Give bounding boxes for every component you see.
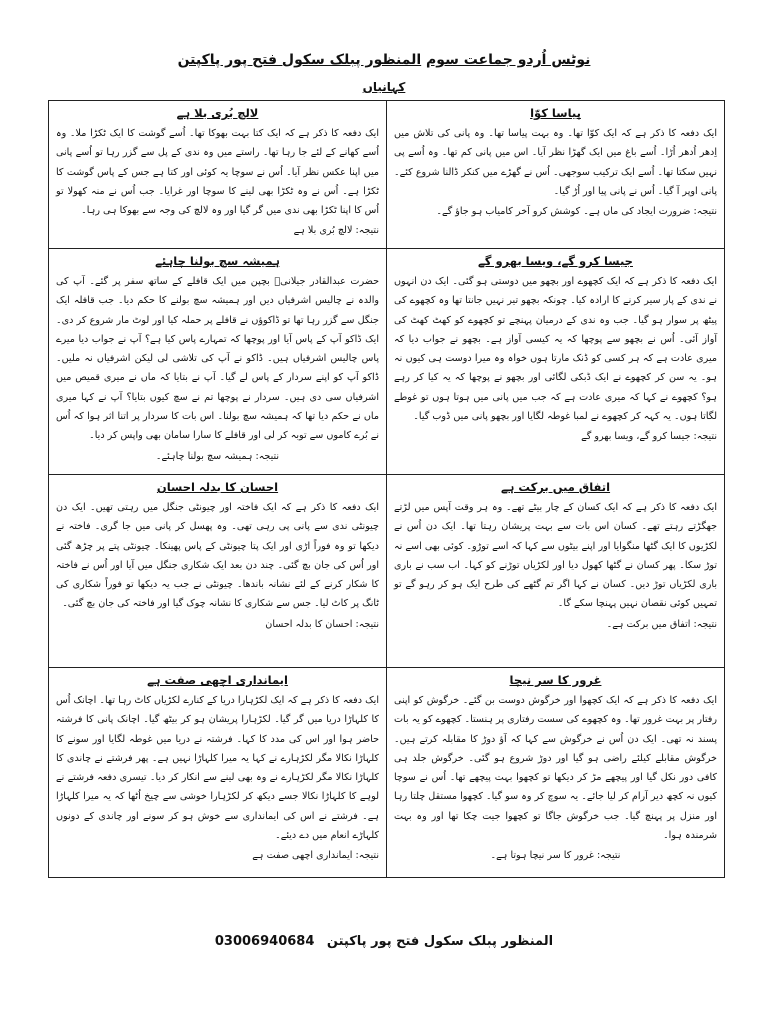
story-body: ایک دفعہ کا ذکر ہے کہ ایک فاختہ اور چیونٹی جنگل میں رہتی تھیں۔ ایک دن چیونٹی ندی سے پانی پی رہی تھی۔ وہ پھسل کر پانی میں جا گری۔ فاختہ نے دیکھا تو وہ فوراً اڑی اور ایک پتا چیونٹی کے پاس پھینکا۔ چیونٹی پتے پر چڑھ گئی اور اُس کی جان بچ گئی۔ چند دن بعد ایک شکاری جنگل میں آیا اور اُس نے فاختہ کا شکار کرنے کے لئے نشانہ باندھا۔ چیونٹی نے جب یہ دیکھا تو فوراً شکاری کی ٹانگ پر کاٹ لیا۔ جس سے شکاری کا نشانہ چوک گیا اور فاختہ کی جان بچ گئی۔ bbox=[56, 502, 379, 610]
story-moral: نتیجہ: ضرورت ایجاد کی ماں ہے۔ کوشش کرو آخر کامیاب ہو جاؤ گے۔ bbox=[436, 206, 717, 218]
title-school: المنظور پبلک سکول فتح پور پاکپتن bbox=[177, 52, 422, 68]
story-title: پیاسا کوّا bbox=[530, 106, 581, 120]
title-subject: نوٹس اُردو جماعت سوم bbox=[426, 52, 591, 68]
story-title: اتفاق میں برکت ہے bbox=[500, 480, 611, 494]
story-title: ہمیشہ سچ بولنا چاہئے bbox=[155, 254, 280, 268]
story-moral: نتیجہ: احسان کا بدلہ احسان bbox=[265, 618, 379, 630]
story-body: ایک دفعہ کا ذکر ہے کہ ایک کتا بہت بھوکا تھا۔ اُسے گوشت کا ایک ٹکڑا ملا۔ وہ اُسے کھانے کے لئے جا رہا تھا۔ راستے میں وہ ندی کے پل سے گزر رہا تو اُسے پانی میں اپنا عکس نظر آیا۔ اُس نے سوچا یہ کوئی اور کتا ہے جس کے پاس گوشت کا ٹکڑا ہے۔ اُس نے وہ ٹکڑا بھی لینے کا سوچا اور غرایا۔ جب اُس نے منہ کھولا تو اُس کا اپنا ٹکڑا بھی ندی میں گر گیا اور وہ لالچ کی وجہ سے بھوکا ہی رہا۔ bbox=[56, 128, 379, 217]
story-body: ایک دفعہ کا ذکر ہے کہ ایک کوّا تھا۔ وہ بہت پیاسا تھا۔ وہ پانی کی تلاش میں اِدھر اُدھر اُڑا۔ اُسے باغ میں ایک گھڑا نظر آیا۔ اس میں پانی کم تھا۔ وہ اُسے پی نہیں سکتا تھا۔ اُسے ایک ترکیب سوجھی۔ اُس نے گھڑے میں کنکر ڈالنا شروع کئے۔ پانی اوپر آ گیا۔ اُس نے پانی پیا اور اُڑ گیا۔ bbox=[394, 128, 717, 197]
story-moral: نتیجہ: جیسا کرو گے، ویسا بھرو گے bbox=[581, 431, 717, 443]
story-title: لالچ بُری بلا ہے bbox=[176, 106, 259, 120]
page-title bbox=[0, 52, 768, 68]
story-moral: نتیجہ: اتفاق میں برکت ہے۔ bbox=[606, 618, 717, 630]
story-cell bbox=[49, 475, 387, 668]
story-moral: نتیجہ: ہمیشہ سچ بولنا چاہئے۔ bbox=[155, 450, 280, 462]
story-cell bbox=[387, 475, 725, 668]
story-body: ایک دفعہ کا ذکر ہے کہ ایک کچھوے اور بچھو میں دوستی ہو گئی۔ ایک دن انہوں نے ندی کے پار سیر کرنے کا ارادہ کیا۔ چونکہ بچھو تیر نہیں جانتا تھا وہ کچھوے کی پیٹھ پر سوار ہو گیا۔ جب وہ ندی کے درمیان پہنچے تو کچھوے کو کھٹ کھٹ کی آواز آئی۔ اُس نے بچھو سے پوچھا کہ یہ کیسی آواز ہے۔ بچھو نے جواب دیا کہ میری عادت ہے کہ ہر کسی کو ڈنک مارتا ہوں خواہ وہ میرا دوست ہی کیوں نہ ہو۔ یہ سن کر کچھوے نے ایک ڈبکی لگائی اور بچھو نے پوچھا کہ یہ کیا کر رہے ہو؟ کچھوے نے کہا کہ میری عادت ہے کہ جب میں پانی میں ہوتا ہوں تو غوطے لگاتا ہوں۔ یہ کہہ کر کچھوے نے لمبا غوطہ لگایا اور بچھو پانی میں ڈوب گیا۔ bbox=[394, 276, 717, 423]
story-cell bbox=[387, 668, 725, 878]
story-moral: نتیجہ: ایمانداری اچھی صفت ہے bbox=[252, 850, 379, 862]
story-body: ایک دفعہ کا ذکر ہے کہ ایک کسان کے چار بیٹے تھے۔ وہ ہر وقت آپس میں لڑتے جھگڑتے رہتے تھے۔ کسان اس بات سے بہت پریشان رہتا تھا۔ ایک دن اُس نے لکڑیوں کا ایک گٹھا منگوایا اور اپنے بیٹوں سے کہا کہ اسے توڑو۔ کوئی بھی اسے نہ توڑ سکا۔ پھر کسان نے گٹھا کھول دیا اور لکڑیاں توڑنے کو کہا۔ اب سب نے باری باری لکڑیاں توڑ دیں۔ کسان نے کہا اگر تم گٹھے کی طرح ایک ہو کر رہو گے تو تمہیں کوئی نقصان نہیں پہنچا سکے گا۔ bbox=[394, 502, 717, 610]
story-body: ایک دفعہ کا ذکر ہے کہ ایک لکڑہارا دریا کے کنارے لکڑیاں کاٹ رہا تھا۔ اچانک اُس کا کلہاڑا دریا میں گر گیا۔ لکڑہارا پریشان ہو کر بیٹھ گیا۔ اچانک پانی کا فرشتہ حاضر ہوا اور اس کی مدد کا کہا۔ فرشتہ نے دریا میں غوطہ لگایا اور سونے کا کلہاڑا نکالا مگر لکڑہارے نے کہا یہ میرا کلہاڑا نہیں ہے۔ پھر فرشتے نے چاندی کا کلہاڑا نکالا مگر لکڑہارے نے وہ بھی لینے سے انکار کر دیا۔ تیسری دفعہ فرشتے نے لوہے کا کلہاڑا نکالا جسے دیکھ کر لکڑہارا خوشی سے چیخ اُٹھا کہ یہ میرا کلہاڑا ہے۔ فرشتے نے اس کی ایمانداری سے خوش ہو کر سونے اور چاندی کے دونوں کلہاڑے انعام میں دے دیئے۔ bbox=[56, 695, 379, 842]
story-cell bbox=[387, 101, 725, 249]
story-moral: نتیجہ: لالچ بُری بلا ہے bbox=[293, 225, 379, 237]
story-cell bbox=[387, 249, 725, 475]
story-title: غرور کا سر نیچا bbox=[509, 673, 602, 687]
story-cell bbox=[49, 668, 387, 878]
story-body: حضرت عبدالقادر جیلانیؒ بچپن میں ایک قافلے کے ساتھ سفر پر گئے۔ آپ کی والدہ نے چالیس اشرفیاں دیں اور ہمیشہ سچ بولنے کا حکم دیا۔ جب قافلہ ایک جنگل سے گزر رہا تھا تو ڈاکوؤں نے قافلے پر حملہ کیا اور لوٹ مار شروع کر دی۔ ایک ڈاکو آپ کے پاس آیا اور پوچھا کہ تمہارے پاس کیا ہے؟ آپ نے جواب دیا میرے پاس چالیس اشرفیاں ہیں۔ ڈاکو نے آپ کی تلاشی لی لیکن اشرفیاں نہ ملیں۔ ڈاکو آپ کو اپنے سردار کے پاس لے گیا۔ آپ نے بتایا کہ ماں نے میری قمیص میں اشرفیاں سی دی ہیں۔ سردار نے پوچھا تم نے سچ کیوں بتایا؟ آپ نے کہا میری ماں نے حکم دیا تھا کہ ہمیشہ سچ بولنا۔ اس بات کا سردار پر اتنا اثر ہوا کہ اُس نے بُرے کاموں سے توبہ کر لی اور قافلے کا سارا سامان بھی واپس کر دیا۔ bbox=[56, 276, 379, 442]
story-cell bbox=[49, 101, 387, 249]
story-title: ایمانداری اچھی صفت ہے bbox=[147, 673, 288, 687]
stories-table bbox=[48, 100, 725, 878]
footer-school: المنظور پبلک سکول فتح پور پاکپتن bbox=[326, 934, 554, 949]
page-subtitle: کہانیاں bbox=[362, 80, 406, 94]
page-footer bbox=[0, 934, 768, 949]
story-cell bbox=[49, 249, 387, 475]
story-body: ایک دفعہ کا ذکر ہے کہ ایک کچھوا اور خرگوش دوست بن گئے۔ خرگوش کو اپنی رفتار پر بہت غرور تھا۔ وہ کچھوے کی سست رفتاری پر ہنستا۔ کچھوے کو یہ بات پسند نہ تھی۔ ایک دن اُس نے خرگوش سے کہا کہ آؤ دوڑ کا مقابلہ کرتے ہیں۔ خرگوش مقابلے کیلئے راضی ہو گیا اور دوڑ شروع ہو گئی۔ خرگوش جلد ہی کافی دور نکل گیا اور پیچھے مڑ کر دیکھا تو کچھوا بہت پیچھے تھا۔ اُس نے سوچا کیوں نہ کچھ دیر آرام کر لیا جائے۔ یہ سوچ کر وہ سو گیا۔ کچھوا مستقل چلتا رہا اور منزل پر پہنچ گیا۔ جب خرگوش جاگا تو کچھوا جیت چکا تھا اور وہ بہت شرمندہ ہوا۔ bbox=[394, 695, 717, 842]
footer-phone: 03006940684 bbox=[214, 934, 315, 949]
story-title: جیسا کرو گے، ویسا بھرو گے bbox=[478, 254, 633, 268]
story-moral: نتیجہ: غرور کا سر نیچا ہوتا ہے۔ bbox=[490, 850, 621, 862]
story-title: احسان کا بدلہ احسان bbox=[156, 480, 279, 494]
